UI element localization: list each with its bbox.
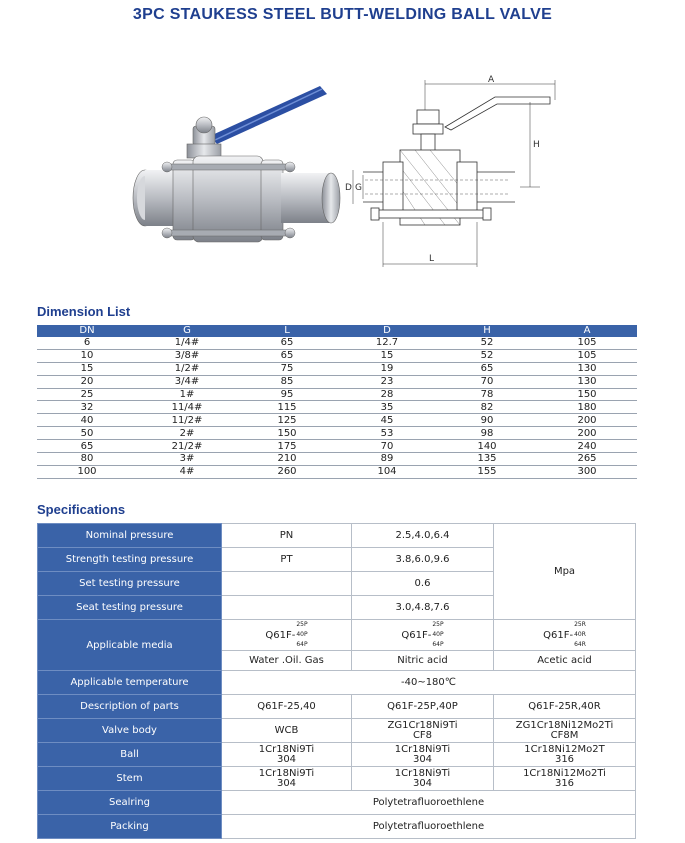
table-cell: 2# (137, 427, 237, 440)
spec-value: 3.0,4.8,7.6 (352, 596, 494, 620)
col-header: H (437, 325, 537, 337)
spec-value: Acetic acid (494, 651, 636, 671)
table-cell: 155 (437, 465, 537, 478)
spec-code: PN (222, 524, 352, 548)
table-cell: 65 (37, 440, 137, 453)
spec-unit: Mpa (494, 524, 636, 620)
dim-label-A: A (488, 75, 495, 85)
table-row (37, 414, 637, 427)
table-cell: 150 (237, 427, 337, 440)
table-cell: 28 (337, 388, 437, 401)
table-cell: 100 (37, 465, 137, 478)
table-cell: 70 (437, 375, 537, 388)
spec-label: Stem (38, 767, 222, 791)
table-cell: 65 (437, 362, 537, 375)
table-cell: 105 (537, 349, 637, 362)
spec-label: Packing (38, 815, 222, 839)
table-row (37, 453, 637, 466)
table-cell: 70 (337, 440, 437, 453)
table-cell: 15 (37, 362, 137, 375)
table-cell: 80 (37, 453, 137, 466)
table-cell: 10 (37, 349, 137, 362)
spec-value: Water .Oil. Gas (222, 651, 352, 671)
spec-row-temperature (38, 671, 636, 695)
valve-photo (115, 78, 345, 273)
table-cell: 4# (137, 465, 237, 478)
table-cell: 115 (237, 401, 337, 414)
table-cell: 95 (237, 388, 337, 401)
spec-label: Sealring (38, 791, 222, 815)
table-row (37, 427, 637, 440)
table-cell: 75 (237, 362, 337, 375)
table-cell: 65 (237, 337, 337, 349)
col-header: G (137, 325, 237, 337)
page-title: 3PC STAUKESS STEEL BUTT-WELDING BALL VALVE (132, 6, 553, 23)
table-cell: 20 (37, 375, 137, 388)
table-row (37, 337, 637, 349)
table-cell: 300 (537, 465, 637, 478)
col-header: DN (37, 325, 137, 337)
table-cell: 1/4# (137, 337, 237, 349)
spec-label: Description of parts (38, 695, 222, 719)
table-cell: 1/2# (137, 362, 237, 375)
dim-label-D: D (345, 183, 352, 193)
table-cell: 90 (437, 414, 537, 427)
table-cell: 3/8# (137, 349, 237, 362)
table-cell: 240 (537, 440, 637, 453)
table-cell: 23 (337, 375, 437, 388)
col-header: D (337, 325, 437, 337)
table-cell: 65 (237, 349, 337, 362)
spec-row-valve-body: Valve body WCB ZG1Cr18Ni9Ti CF8 ZG1Cr18Ni12Mo2Ti CF8M (38, 719, 636, 743)
spec-row-stem: Stem 1Cr18Ni9Ti 304 1Cr18Ni9Ti 304 1Cr18Ni12Mo2Ti 316 (38, 767, 636, 791)
table-cell: 180 (537, 401, 637, 414)
table-cell: 210 (237, 453, 337, 466)
table-cell: 40 (37, 414, 137, 427)
spec-label: Set testing pressure (38, 572, 222, 596)
spec-row-media-codes: Applicable media Q61F- 25P 40P 64P Q61F- 25P 40P 64P Q61F- 25R 40R 64R (38, 620, 636, 651)
spec-label: Applicable temperature (38, 671, 222, 695)
spec-value: Nitric acid (352, 651, 494, 671)
table-cell: 82 (437, 401, 537, 414)
table-cell: 200 (537, 427, 637, 440)
spec-label: Applicable media (38, 620, 222, 671)
table-cell: 11/2# (137, 414, 237, 427)
table-row (37, 465, 637, 478)
spec-label: Strength testing pressure (38, 548, 222, 572)
table-cell: 19 (337, 362, 437, 375)
spec-row-ball: Ball 1Cr18Ni9Ti 304 1Cr18Ni9Ti 304 1Cr18Ni12Mo2T 316 (38, 743, 636, 767)
spec-value: WCB (222, 719, 352, 743)
table-cell: 1# (137, 388, 237, 401)
table-cell: 35 (337, 401, 437, 414)
dimension-list-heading: Dimension List (37, 304, 131, 319)
table-row (37, 401, 637, 414)
spec-row-packing (38, 815, 636, 839)
table-cell: 52 (437, 349, 537, 362)
spec-value: Q61F-25R,40R (494, 695, 636, 719)
table-cell: 135 (437, 453, 537, 466)
spec-label: Seat testing pressure (38, 596, 222, 620)
dim-label-L: L (429, 254, 435, 264)
table-row (37, 388, 637, 401)
spec-value: 2.5,4.0,6.4 (352, 524, 494, 548)
table-cell: 12.7 (337, 337, 437, 349)
table-cell: 104 (337, 465, 437, 478)
specifications-table (37, 523, 636, 839)
spec-value: -40~180℃ (222, 671, 636, 695)
spec-row-parts (38, 695, 636, 719)
spec-value: 0.6 (352, 572, 494, 596)
spec-value: Polytetrafluoroethlene (222, 791, 636, 815)
spec-value: Q61F-25,40 (222, 695, 352, 719)
spec-value: 3.8,6.0,9.6 (352, 548, 494, 572)
table-cell: 89 (337, 453, 437, 466)
specifications-heading: Specifications (37, 502, 126, 517)
table-cell: 265 (537, 453, 637, 466)
spec-label: Ball (38, 743, 222, 767)
table-cell: 105 (537, 337, 637, 349)
table-cell: 6 (37, 337, 137, 349)
table-cell: 3# (137, 453, 237, 466)
spec-label: Nominal pressure (38, 524, 222, 548)
table-cell: 200 (537, 414, 637, 427)
dimension-table (37, 325, 637, 479)
table-row (37, 440, 637, 453)
table-row (37, 349, 637, 362)
table-cell: 260 (237, 465, 337, 478)
table-cell: 85 (237, 375, 337, 388)
spec-label: Valve body (38, 719, 222, 743)
spec-row-sealring (38, 791, 636, 815)
table-cell: 175 (237, 440, 337, 453)
table-cell: 11/4# (137, 401, 237, 414)
table-cell: 45 (337, 414, 437, 427)
table-cell: 32 (37, 401, 137, 414)
dim-label-H: H (533, 140, 540, 150)
table-cell: 52 (437, 337, 537, 349)
col-header: L (237, 325, 337, 337)
dimension-header-row (37, 325, 637, 337)
table-cell: 130 (537, 362, 637, 375)
table-cell: 140 (437, 440, 537, 453)
table-cell: 78 (437, 388, 537, 401)
table-cell: 150 (537, 388, 637, 401)
table-cell: 21/2# (137, 440, 237, 453)
spec-value: Q61F-25P,40P (352, 695, 494, 719)
spec-code: PT (222, 548, 352, 572)
col-header: A (537, 325, 637, 337)
table-cell: 3/4# (137, 375, 237, 388)
table-cell: 125 (237, 414, 337, 427)
table-cell: 50 (37, 427, 137, 440)
table-cell: 53 (337, 427, 437, 440)
dim-label-G: G (355, 183, 362, 193)
table-cell: 130 (537, 375, 637, 388)
spec-row-nominal (38, 524, 636, 548)
table-cell: 15 (337, 349, 437, 362)
table-row (37, 362, 637, 375)
table-cell: 25 (37, 388, 137, 401)
spec-value: Polytetrafluoroethlene (222, 815, 636, 839)
table-row (37, 375, 637, 388)
table-cell: 98 (437, 427, 537, 440)
valve-technical-drawing (345, 72, 575, 277)
